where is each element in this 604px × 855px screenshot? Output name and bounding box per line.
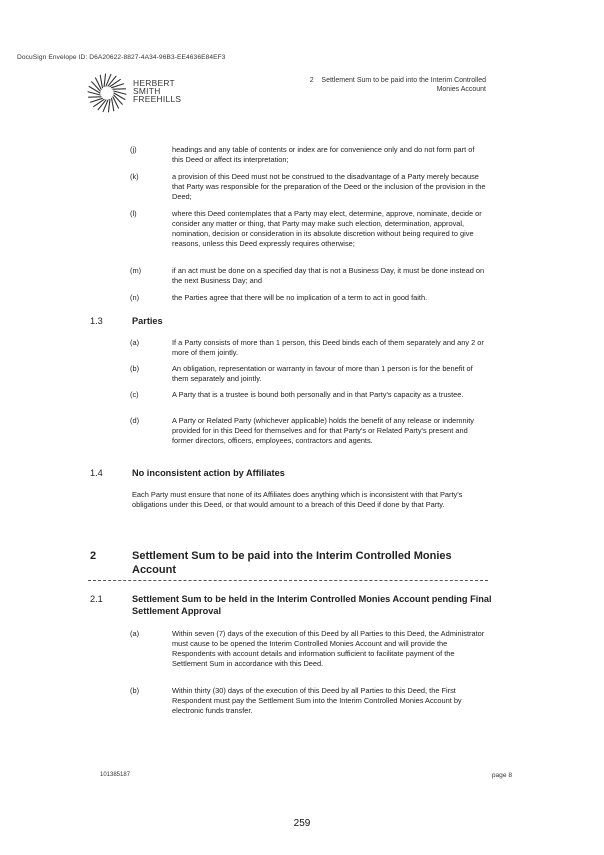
item-text: A Party that is a trustee is bound both personally and in that Party's capacity as a trustee. xyxy=(172,390,464,399)
section-number: 2.1 xyxy=(90,594,103,604)
brand-line-3: FREEHILLS xyxy=(133,94,182,105)
item-text: a provision of this Deed must not be construed to the disadvantage of a Party merely because that Party was responsible for the preparation of the Deed or the inclusion of the provision in the Deed; xyxy=(172,172,486,201)
section-number: 1.3 xyxy=(90,316,103,326)
section-heading: Settlement Sum to be held in the Interim Controlled Monies Account pending Final Settlement Approval xyxy=(132,594,492,616)
item-label: (c) xyxy=(130,390,139,399)
running-header xyxy=(310,76,486,94)
section-paragraph: Each Party must ensure that none of its Affiliates does anything which is inconsistent with that Party's obligations under this Deed, or that would amount to a breach of this Deed if done by that Party. xyxy=(132,490,463,509)
item-label: (j) xyxy=(130,145,137,154)
clause-heading: Settlement Sum to be paid into the Interim Controlled Monies Account xyxy=(132,550,452,576)
brand-line-2: SMITH xyxy=(133,86,161,97)
heading-rule xyxy=(88,580,488,581)
brand-line-1: HERBERT xyxy=(133,78,175,88)
section-number: 1.4 xyxy=(90,468,103,478)
item-label: (n) xyxy=(130,293,140,302)
running-header-line-2: Monies Account xyxy=(436,86,486,93)
item-text: Within thirty (30) days of the execution of this Deed by all Parties to this Deed, the First Respondent must pay the Settlement Sum into the Interim Controlled Monies Account by electronic funds transfer. xyxy=(172,686,462,715)
herbert-smith-freehills-logo-icon xyxy=(86,72,128,114)
item-text: if an act must be done on a specified day that is not a Business Day, it must be done instead on the next Business Day; and xyxy=(172,266,485,285)
item-label: (d) xyxy=(130,416,140,425)
item-text: headings and any table of contents or index are for convenience only and do not form part of this Deed or affect its interpretation; xyxy=(172,145,475,164)
clause-number: 2 xyxy=(90,550,97,562)
item-label: (b) xyxy=(130,686,140,695)
item-label: (a) xyxy=(130,338,140,347)
page-number: 259 xyxy=(293,818,311,829)
section-heading: No inconsistent action by Affiliates xyxy=(132,468,285,478)
item-label: (k) xyxy=(130,172,139,181)
document-reference: 101385187 xyxy=(100,772,131,778)
section-heading: Parties xyxy=(132,316,163,326)
item-label: (b) xyxy=(130,364,140,373)
item-label: (l) xyxy=(130,209,137,218)
item-label: (m) xyxy=(130,266,142,275)
item-text: An obligation, representation or warranty in favour of more than 1 person is for the benefit of them separately and jointly. xyxy=(172,364,473,383)
item-text: where this Deed contemplates that a Party may elect, determine, approve, nominate, decide or consider any matter or thing, that Party may make such election, determination, approval, nomination, decision or consideration in its absolute discretion without being required to give reasons, unless this Deed expressly requires otherwise; xyxy=(172,209,482,248)
item-text: If a Party consists of more than 1 person, this Deed binds each of them separately and any 2 or more of them jointly. xyxy=(172,338,484,357)
item-text: Within seven (7) days of the execution of this Deed by all Parties to this Deed, the Administrator must cause to be opened the Interim Controlled Monies Account and will provide the Respondents with account details and information sufficient to facilitate payment of the Settlement Sum in accordance with this Deed. xyxy=(172,629,485,668)
item-text: the Parties agree that there will be no implication of a term to act in good faith. xyxy=(172,293,428,302)
page-label: page 8 xyxy=(491,772,512,779)
item-text: A Party or Related Party (whichever applicable) holds the benefit of any release or indemnity provided for in this Deed for themselves and for that Party's or Related Party's present and former directors, officers, employees, contractors and agents. xyxy=(172,416,474,445)
docusign-envelope-id: DocuSign Envelope ID: D6A20622-8827-4A34-96B3-EE4636E84EF3 xyxy=(17,54,226,61)
item-label: (a) xyxy=(130,629,140,638)
brand-wordmark xyxy=(133,79,181,104)
running-header-line-1: 2 Settlement Sum to be paid into the Interim Controlled xyxy=(309,77,486,84)
